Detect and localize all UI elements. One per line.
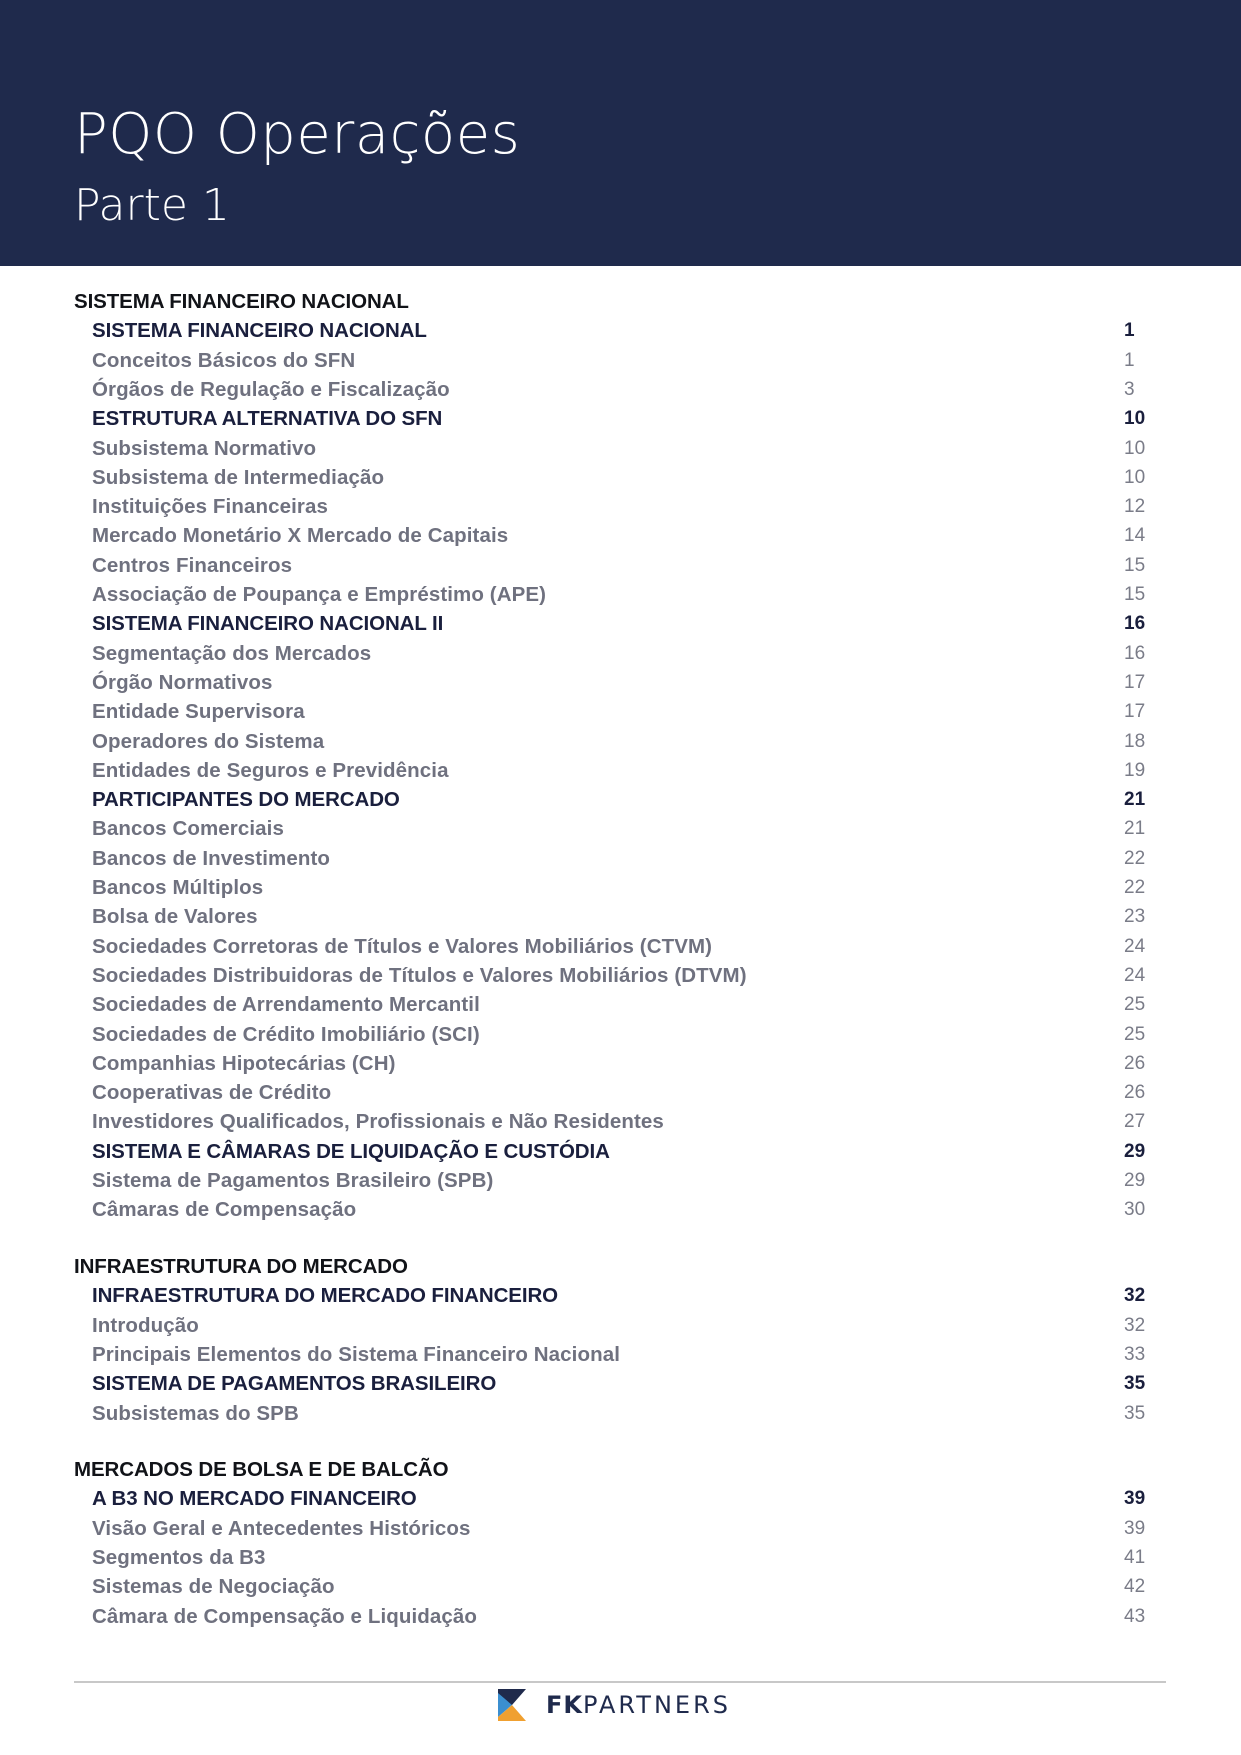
toc-entry-label[interactable]: Sistema de Pagamentos Brasileiro (SPB) [92, 1169, 494, 1192]
toc-page-number[interactable]: 41 [1124, 1546, 1146, 1568]
toc-item-row[interactable] [92, 1574, 1152, 1600]
toc-entry-label[interactable]: Subsistemas do SPB [92, 1401, 299, 1425]
toc-item-row[interactable] [92, 1313, 1152, 1339]
toc-item-row[interactable] [92, 729, 1152, 755]
toc-chapter-row[interactable] [92, 1283, 1152, 1309]
toc-entry-label[interactable]: Bolsa de Valores [92, 905, 258, 929]
toc-page-number[interactable]: 3 [1124, 378, 1135, 400]
toc-page-number[interactable]: 12 [1124, 496, 1146, 518]
toc-section-heading[interactable]: INFRAESTRUTURA DO MERCADO [74, 1255, 408, 1278]
toc-item-row[interactable] [92, 1109, 1152, 1135]
toc-page-number[interactable]: 16 [1124, 613, 1146, 635]
toc-entry-label[interactable]: Sociedades de Arrendamento Mercantil [92, 993, 480, 1017]
toc-entry-label[interactable]: Câmara de Compensação e Liquidação [92, 1604, 478, 1628]
toc-entry-label[interactable]: Segmentação dos Mercados [92, 641, 372, 665]
toc-page-number[interactable]: 22 [1124, 847, 1146, 869]
toc-page-number[interactable]: 18 [1124, 730, 1146, 752]
toc-page-number[interactable]: 10 [1124, 408, 1146, 430]
footer-divider [74, 1681, 1166, 1683]
toc-entry-label[interactable]: Cooperativas de Crédito [92, 1081, 332, 1105]
toc-item-row[interactable] [92, 816, 1152, 842]
toc-entry-label[interactable]: Mercado Monetário X Mercado de Capitais [92, 524, 509, 548]
toc-page-number[interactable]: 35 [1124, 1402, 1146, 1424]
toc-entry-label[interactable]: PARTICIPANTES DO MERCADO [92, 788, 400, 812]
toc-section-heading[interactable]: SISTEMA FINANCEIRO NACIONAL [74, 290, 409, 313]
toc-item-row[interactable] [92, 1168, 1152, 1194]
toc-item-row[interactable] [92, 875, 1152, 901]
toc-page-number[interactable]: 1 [1124, 320, 1135, 342]
toc-page-number[interactable]: 17 [1124, 671, 1146, 693]
toc-entry-label[interactable]: Sociedades Corretoras de Títulos e Valores Mobiliários (CTVM) [92, 934, 713, 958]
cover-header [0, 0, 1241, 266]
toc-entry-label[interactable]: Órgão Normativos [92, 670, 273, 694]
toc-page-number[interactable]: 10 [1124, 437, 1146, 459]
toc-page-number[interactable]: 16 [1124, 642, 1146, 664]
toc-page-number[interactable]: 15 [1124, 584, 1146, 605]
toc-entry-label[interactable]: Principais Elementos do Sistema Financeiro Nacional [92, 1342, 621, 1366]
toc-page-number[interactable]: 24 [1124, 964, 1146, 986]
toc-page-number[interactable]: 24 [1124, 935, 1146, 957]
toc-item-row[interactable] [92, 641, 1152, 667]
toc-entry-label[interactable]: Operadores do Sistema [92, 729, 325, 753]
toc-entry-label[interactable]: Centros Financeiros [92, 553, 293, 577]
toc-page-number[interactable]: 26 [1124, 1082, 1146, 1104]
toc-item-row[interactable] [92, 553, 1152, 579]
toc-page-number[interactable]: 25 [1124, 1023, 1146, 1045]
toc-item-row[interactable] [92, 904, 1152, 930]
toc-page-number[interactable]: 43 [1124, 1605, 1146, 1627]
toc-entry-label[interactable]: Segmentos da B3 [92, 1545, 266, 1569]
toc-item-row[interactable] [92, 1080, 1152, 1106]
toc-page-number[interactable]: 26 [1124, 1052, 1146, 1074]
toc-page-number[interactable]: 39 [1124, 1517, 1146, 1539]
toc-item-row[interactable] [92, 1022, 1152, 1048]
toc-item-row[interactable] [92, 582, 1152, 608]
toc-page-number[interactable]: 22 [1124, 877, 1146, 898]
toc-entry-label[interactable]: Sistemas de Negociação [92, 1575, 335, 1599]
toc-page-number[interactable]: 42 [1124, 1576, 1146, 1598]
toc-entry-label[interactable]: Órgãos de Regulação e Fiscalização [92, 377, 450, 401]
toc-item-row[interactable] [92, 348, 1152, 374]
toc-entry-label[interactable]: Bancos Comerciais [92, 817, 284, 841]
toc-item-row[interactable] [92, 934, 1152, 960]
toc-entry-label[interactable]: Investidores Qualificados, Profissionais e Não Residentes [92, 1110, 664, 1134]
toc-page-number[interactable]: 27 [1124, 1111, 1146, 1133]
toc-item-row[interactable] [92, 523, 1152, 549]
toc-section-heading[interactable]: MERCADOS DE BOLSA E DE BALCÃO [74, 1458, 449, 1481]
toc-page-number[interactable]: 19 [1124, 759, 1146, 781]
toc-chapter-row[interactable] [92, 1139, 1152, 1165]
toc-item-row[interactable] [92, 1342, 1152, 1368]
toc-entry-label[interactable]: Conceitos Básicos do SFN [92, 348, 356, 372]
toc-entry-label[interactable]: SISTEMA FINANCEIRO NACIONAL [92, 319, 427, 343]
toc-page-number[interactable]: 25 [1124, 994, 1146, 1016]
toc-page-number[interactable]: 33 [1124, 1343, 1146, 1365]
toc-item-row[interactable] [92, 1401, 1152, 1427]
toc-page-number[interactable]: 29 [1124, 1170, 1146, 1191]
toc-entry-label[interactable]: Visão Geral e Antecedentes Históricos [92, 1516, 471, 1540]
toc-entry-label[interactable]: Instituições Financeiras [92, 495, 328, 519]
toc-page-number[interactable]: 21 [1124, 789, 1146, 811]
brand-name-rest: PARTNERS [583, 1691, 731, 1719]
toc-chapter-row[interactable] [92, 406, 1152, 432]
fk-partners-logo-icon [498, 1689, 526, 1721]
toc-entry-label[interactable]: Subsistema Normativo [92, 436, 317, 460]
toc-item-row[interactable] [92, 1545, 1152, 1571]
toc-entry-label[interactable]: SISTEMA FINANCEIRO NACIONAL II [92, 612, 444, 636]
toc-chapter-row[interactable] [92, 611, 1152, 637]
toc-page-number[interactable]: 14 [1124, 525, 1146, 547]
toc-entry-label[interactable]: INFRAESTRUTURA DO MERCADO FINANCEIRO [92, 1284, 558, 1308]
brand-name-bold: FK [546, 1691, 583, 1719]
toc-item-row[interactable] [92, 377, 1152, 403]
toc-item-row[interactable] [92, 1197, 1152, 1223]
toc-item-row[interactable] [92, 436, 1152, 462]
toc-page-number[interactable]: 1 [1124, 349, 1135, 371]
brand-footer [498, 1688, 731, 1722]
toc-item-row[interactable] [92, 992, 1152, 1018]
toc-item-row[interactable] [92, 1516, 1152, 1542]
brand-name [546, 1691, 731, 1719]
toc-entry-label[interactable]: SISTEMA E CÂMARAS DE LIQUIDAÇÃO E CUSTÓDIA [92, 1139, 610, 1163]
toc-entry-label[interactable]: ESTRUTURA ALTERNATIVA DO SFN [92, 407, 443, 431]
toc-page-number[interactable]: 35 [1124, 1373, 1146, 1395]
toc-page-number[interactable]: 21 [1124, 818, 1146, 840]
toc-entry-label[interactable]: Entidades de Seguros e Previdência [92, 758, 449, 782]
toc-page-number[interactable]: 32 [1124, 1314, 1146, 1336]
toc-item-row[interactable] [92, 758, 1152, 784]
toc-item-row[interactable] [92, 963, 1152, 989]
toc-item-row[interactable] [92, 1051, 1152, 1077]
toc-item-row[interactable] [92, 494, 1152, 520]
toc-entry-label[interactable]: SISTEMA DE PAGAMENTOS BRASILEIRO [92, 1372, 497, 1396]
toc-item-row[interactable] [92, 465, 1152, 491]
toc-chapter-row[interactable] [92, 787, 1152, 813]
toc-entry-label[interactable]: Associação de Poupança e Empréstimo (APE) [92, 583, 547, 606]
toc-page-number[interactable]: 29 [1124, 1140, 1146, 1162]
toc-entry-label[interactable]: Subsistema de Intermediação [92, 465, 385, 489]
toc-item-row[interactable] [92, 670, 1152, 696]
toc-entry-label[interactable]: A B3 NO MERCADO FINANCEIRO [92, 1487, 417, 1511]
toc-item-row[interactable] [92, 1604, 1152, 1630]
toc-entry-label[interactable]: Bancos Múltiplos [92, 876, 264, 899]
toc-entry-label[interactable]: Bancos de Investimento [92, 846, 331, 870]
toc-entry-label[interactable]: Sociedades de Crédito Imobiliário (SCI) [92, 1022, 480, 1046]
toc-item-row[interactable] [92, 846, 1152, 872]
toc-page-number[interactable]: 23 [1124, 906, 1146, 928]
toc-page-number[interactable]: 17 [1124, 701, 1146, 723]
toc-page-number[interactable]: 15 [1124, 554, 1146, 576]
toc-item-row[interactable] [92, 699, 1152, 725]
toc-entry-label[interactable]: Entidade Supervisora [92, 700, 305, 724]
toc-page-number[interactable]: 10 [1124, 466, 1146, 488]
toc-entry-label[interactable]: Sociedades Distribuidoras de Títulos e Valores Mobiliários (DTVM) [92, 963, 747, 987]
document-title: PQO Operações [74, 102, 521, 167]
toc-entry-label[interactable]: Companhias Hipotecárias (CH) [92, 1051, 396, 1075]
toc-chapter-row[interactable] [92, 1486, 1152, 1512]
toc-chapter-row[interactable] [92, 318, 1152, 344]
toc-page-number[interactable]: 30 [1124, 1199, 1146, 1221]
toc-page-number[interactable]: 32 [1124, 1285, 1146, 1307]
toc-chapter-row[interactable] [92, 1371, 1152, 1397]
toc-entry-label[interactable]: Introdução [92, 1313, 199, 1337]
toc-entry-label[interactable]: Câmaras de Compensação [92, 1198, 357, 1222]
document-subtitle: Parte 1 [74, 180, 230, 231]
toc-page-number[interactable]: 39 [1124, 1488, 1146, 1510]
